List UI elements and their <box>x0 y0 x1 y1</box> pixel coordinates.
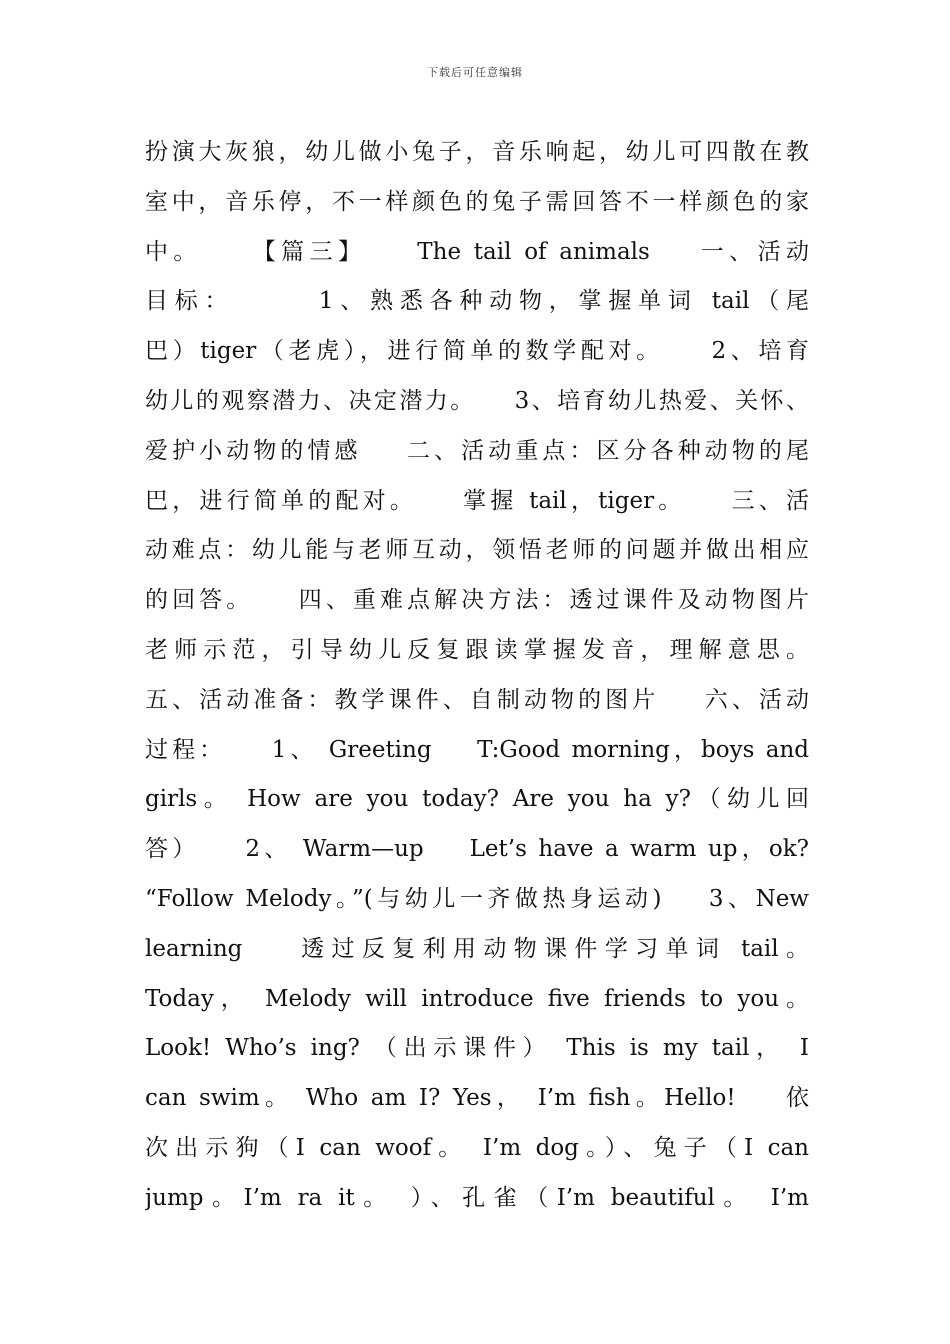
text-line: learning 透过反复利用动物课件学习单词 tail。 <box>145 935 809 962</box>
text-line: 爱护小动物的情感 二、活动重点：区分各种动物的尾 <box>145 437 809 464</box>
text-line: 过程： 1、 Greeting T:Good morning，boys and <box>145 736 809 763</box>
text-line: 答） 2、 Warm—up Let’s have a warm up，ok? <box>145 836 809 863</box>
text-line: 幼儿的观察潜力、决定潜力。 3、培育幼儿热爱、关怀、 <box>145 387 809 414</box>
text-line: jump。I’m ra it。 ）、孔雀（I’m beautiful。 I’m <box>145 1184 809 1211</box>
page-header: 下载后可任意编辑 <box>427 66 523 79</box>
text-line: Look! Who’s ing? （出示课件） This is my tail， I <box>145 1035 809 1062</box>
text-line: 扮演大灰狼，幼儿做小兔子，音乐响起，幼儿可四散在教 <box>145 139 809 165</box>
text-line: 巴）tiger（老虎），进行简单的数学配对。 2、培育 <box>145 338 809 365</box>
body-text <box>145 128 809 1224</box>
text-line: 的回答。 四、重难点解决方法：透过课件及动物图片 <box>145 587 809 614</box>
text-line: 动难点：幼儿能与老师互动，领悟老师的问题并做出相应 <box>145 537 809 564</box>
text-line: 五、活动准备：教学课件、自制动物的图片 六、活动 <box>145 686 809 713</box>
text-line: 中。 【篇三】 The tail of animals 一、活动 <box>145 238 809 265</box>
text-line: girls。 How are you today? Are you ha y?（幼儿回 <box>145 786 809 813</box>
text-line: 巴，进行简单的配对。 掌握 tail，tiger。 三、活 <box>145 487 809 514</box>
text-line: Today， Melody will introduce five friends to you。 <box>145 985 809 1012</box>
text-line: 老师示范，引导幼儿反复跟读掌握发音，理解意思。 <box>145 636 809 663</box>
text-line: 目标： 1、熟悉各种动物，掌握单词 tail（尾 <box>145 288 809 315</box>
text-line: can swim。 Who am I? Yes， I’m fish。Hello! 依 <box>145 1085 809 1112</box>
text-line: “Follow Melody。”(与幼儿一齐做热身运动) 3、New <box>145 885 809 912</box>
text-line: 室中，音乐停，不一样颜色的兔子需回答不一样颜色的家 <box>145 188 809 215</box>
text-line: 次出示狗（I can woof。 I’m dog。）、兔子（I can <box>145 1134 809 1161</box>
